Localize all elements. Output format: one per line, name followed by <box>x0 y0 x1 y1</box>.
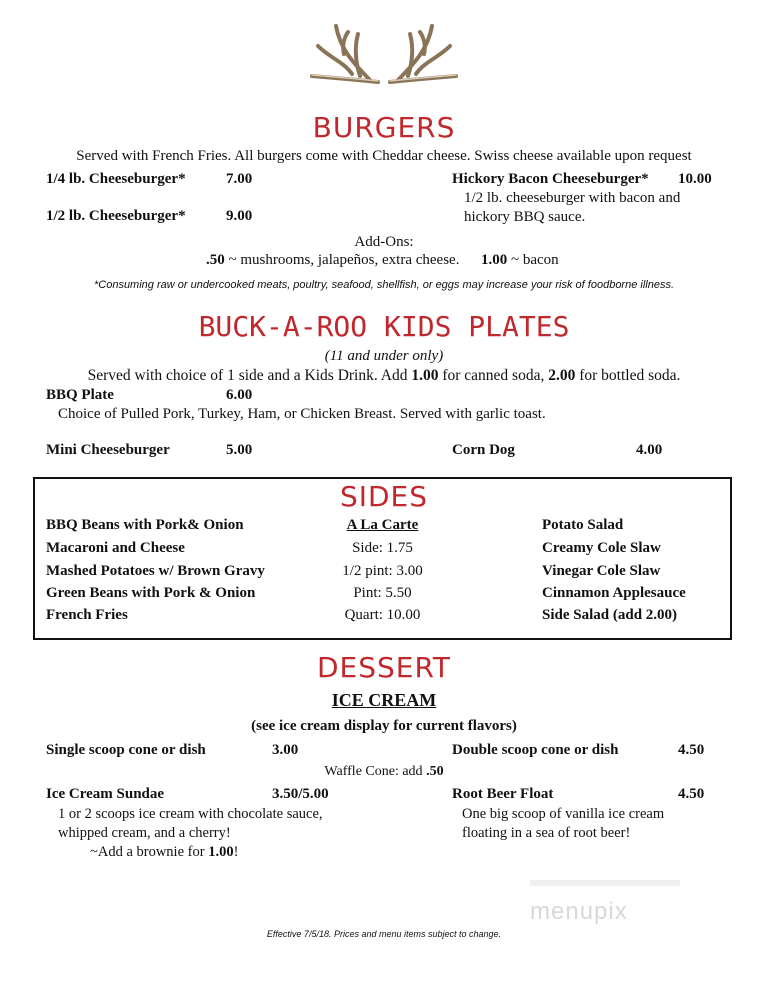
kids-served-pre: Served with choice of 1 side and a Kids Drink. Add <box>87 367 412 384</box>
sundae-brownie-text: ~Add a brownie for <box>90 844 209 860</box>
waffle-cone-line <box>0 764 768 780</box>
sundae-name: Ice Cream Sundae <box>46 786 165 802</box>
addons-label: Add-Ons: <box>354 234 414 250</box>
side-left-3: Mashed Potatoes w/ Brown Gravy <box>46 563 265 579</box>
kids-age-note: (11 and under only) <box>324 348 444 364</box>
ice-cream-note: (see ice cream display for current flavors) <box>251 718 517 734</box>
double-scoop-name: Double scoop cone or dish <box>452 742 619 758</box>
side-right-3: Vinegar Cole Slaw <box>542 563 661 579</box>
dessert-heading: DESSERT <box>316 651 451 684</box>
a-la-carte-half-pint: 1/2 pint: 3.00 <box>342 563 423 579</box>
sundae-brownie-price: 1.00 <box>208 844 234 860</box>
waffle-cone-price: .50 <box>426 764 444 779</box>
a-la-carte-quart: Quart: 10.00 <box>344 607 421 623</box>
sundae-brownie-post: ! <box>233 844 239 860</box>
kids-served-line <box>0 367 768 385</box>
kids-heading: BUCK-A-ROO KIDS PLATES <box>198 310 570 343</box>
sundae-desc-1: 1 or 2 scoops ice cream with chocolate sauce, <box>58 806 323 822</box>
side-right-1: Potato Salad <box>542 517 624 533</box>
effective-note: Effective 7/5/18. Prices and menu items subject to change. <box>266 929 502 939</box>
addon2-price: 1.00 <box>480 252 508 268</box>
single-scoop-name: Single scoop cone or dish <box>46 742 206 758</box>
sundae-price: 3.50/5.00 <box>272 786 329 802</box>
side-right-5: Side Salad (add 2.00) <box>542 607 678 623</box>
kids-served-post: for bottled soda. <box>575 367 681 384</box>
sides-heading: SIDES <box>339 480 429 513</box>
burger-hickory-name: Hickory Bacon Cheeseburger* <box>452 171 649 187</box>
burger-half-price: 9.00 <box>226 208 253 224</box>
single-scoop-price: 3.00 <box>272 742 299 758</box>
watermark-bar <box>530 880 680 886</box>
kids-bottled-price: 2.00 <box>548 367 576 384</box>
kids-corndog-name: Corn Dog <box>452 442 515 458</box>
side-left-1: BBQ Beans with Pork& Onion <box>46 517 244 533</box>
menupix-watermark: menupix <box>530 898 628 925</box>
a-la-carte-pint: Pint: 5.50 <box>353 585 412 601</box>
foodborne-disclaimer: *Consuming raw or undercooked meats, poultry, seafood, shellfish, or eggs may increase your risk of foodborne illness. <box>93 279 675 291</box>
addons-line <box>206 252 559 269</box>
float-desc-1: One big scoop of vanilla ice cream <box>462 806 665 822</box>
sundae-desc-3 <box>90 844 238 861</box>
kids-bbq-name: BBQ Plate <box>46 387 114 403</box>
burger-quarter-price: 7.00 <box>226 171 253 187</box>
a-la-carte-title: A La Carte <box>346 517 419 533</box>
kids-mini-name: Mini Cheeseburger <box>46 442 170 458</box>
burger-hickory-price: 10.00 <box>678 171 712 187</box>
side-left-4: Green Beans with Pork & Onion <box>46 585 256 601</box>
sundae-desc-2: whipped cream, and a cherry! <box>58 825 231 841</box>
side-left-2: Macaroni and Cheese <box>46 540 185 556</box>
burger-hickory-desc-1: 1/2 lb. cheeseburger with bacon and <box>464 190 681 206</box>
kids-bbq-price: 6.00 <box>226 387 253 403</box>
burgers-heading: BURGERS <box>312 111 456 144</box>
kids-canned-price: 1.00 <box>411 367 439 384</box>
burger-half-name: 1/2 lb. Cheeseburger* <box>46 208 186 224</box>
addon1-price: .50 <box>206 252 225 268</box>
kids-served-mid: for canned soda, <box>438 367 549 384</box>
float-name: Root Beer Float <box>452 786 554 802</box>
side-right-4: Cinnamon Applesauce <box>542 585 686 601</box>
burgers-subtitle: Served with French Fries. All burgers come with Cheddar cheese. Swiss cheese available upon request <box>76 148 692 164</box>
side-left-5: French Fries <box>46 607 128 623</box>
ice-cream-title: ICE CREAM <box>331 690 437 710</box>
waffle-cone-text: Waffle Cone: add <box>324 764 427 779</box>
antlers-icon <box>300 18 468 92</box>
kids-bbq-desc: Choice of Pulled Pork, Turkey, Ham, or Chicken Breast. Served with garlic toast. <box>58 406 546 422</box>
kids-mini-price: 5.00 <box>226 442 253 458</box>
float-price: 4.50 <box>678 786 705 802</box>
addon1-text: ~ mushrooms, jalapeños, extra cheese. <box>224 252 460 268</box>
addon2-text: ~ bacon <box>507 252 559 268</box>
kids-corndog-price: 4.00 <box>636 442 663 458</box>
burger-hickory-desc-2: hickory BBQ sauce. <box>464 209 586 225</box>
side-right-2: Creamy Cole Slaw <box>542 540 661 556</box>
float-desc-2: floating in a sea of root beer! <box>462 825 631 841</box>
a-la-carte-side: Side: 1.75 <box>352 540 413 556</box>
double-scoop-price: 4.50 <box>678 742 705 758</box>
burger-quarter-name: 1/4 lb. Cheeseburger* <box>46 171 186 187</box>
